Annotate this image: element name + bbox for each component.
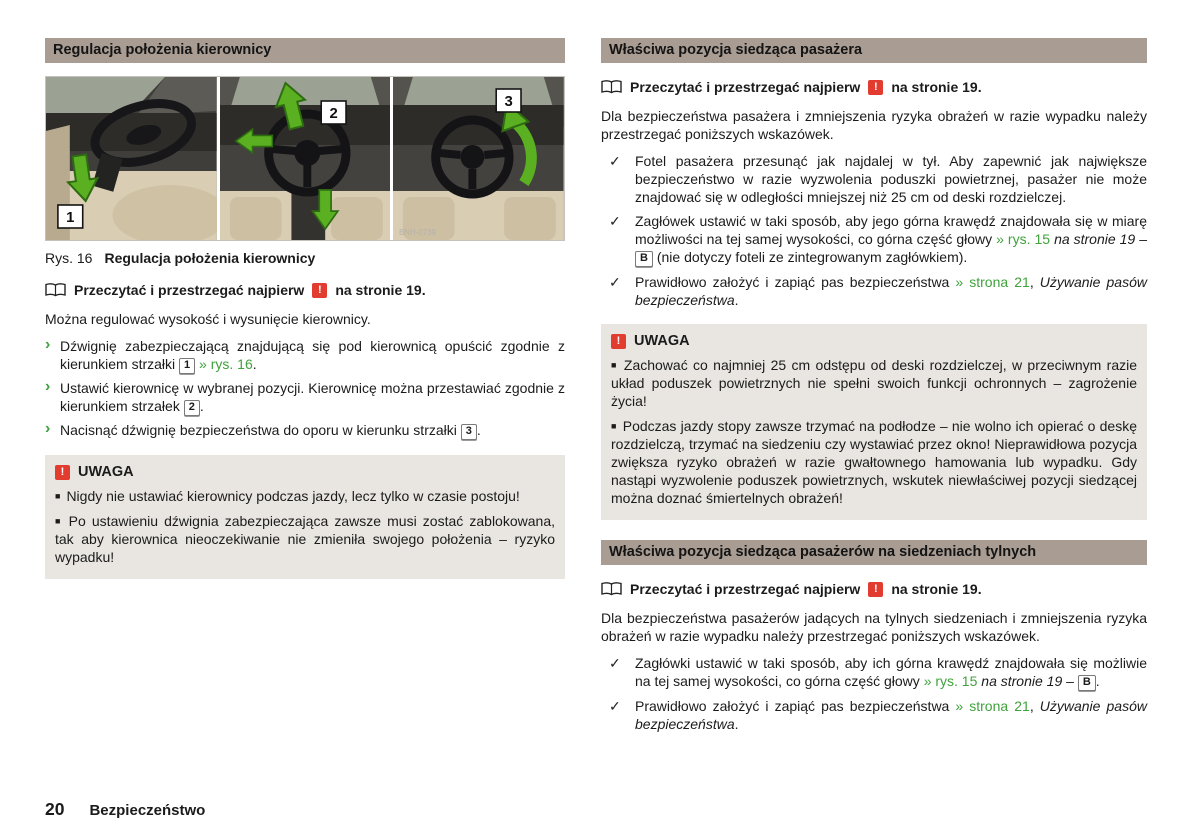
figure-panel-1 (46, 77, 217, 240)
figure-label-1-box (58, 205, 83, 228)
section-title-rear-passengers: Właściwa pozycja siedząca pasażerów na siedzeniach tylnych (601, 540, 1147, 565)
warning-icon: ! (868, 582, 883, 597)
square-bullet-icon: ■ (55, 491, 61, 501)
warning-title: UWAGA (634, 333, 690, 349)
square-bullet-icon: ■ (611, 360, 618, 370)
check-item (601, 654, 1147, 691)
callout-key-box: B (635, 251, 653, 267)
warning-text: Zachować co najmniej 25 cm odstępu od deski rozdzielczej, w przeciwnym razie układ poduszek powietrznych nie spełni swoich funkcji ochronnych – zagrożenie życia! (611, 357, 1138, 409)
warning-text: Po ustawieniu dźwignia zabezpieczająca zawsze musi zostać zablokowana, tak aby kierownica nieoczekiwanie nie zmieniła swojego położenia – ryzyko wypadku! (55, 513, 555, 565)
check-item (601, 273, 1147, 309)
page-footer (45, 799, 205, 820)
figure-caption (45, 250, 565, 266)
step-item (45, 379, 565, 416)
section-title-steering: Regulacja położenia kierownicy (45, 38, 565, 63)
window-area (220, 77, 391, 105)
footer-section-title: Bezpieczeństwo (89, 802, 206, 819)
read-first-note (601, 581, 1147, 597)
figure-label-3: 3 (504, 92, 514, 111)
intro-paragraph: Można regulować wysokość i wysunięcie kierownicy. (45, 311, 371, 327)
read-first-label: Przeczytać i przestrzegać najpierw (74, 282, 305, 298)
step-item (45, 421, 565, 440)
figure-panel-1-image (46, 77, 217, 240)
figure-label-3-box (497, 89, 522, 112)
figure-panel-2 (220, 77, 391, 240)
warning-icon: ! (55, 465, 70, 480)
step-bullet-icon: › (45, 336, 51, 353)
cross-reference-link[interactable]: » strona 21 (955, 274, 1030, 290)
cross-reference-link[interactable]: » strona 21 (955, 698, 1030, 714)
check-text: Zagłówek ustawić w taki sposób, aby jego górna krawędź znajdowała się w miarę możliwości na tej samej wysokości, co górna część głowy » rys. 15 na stronie 19 – B (nie dotyczy foteli ze zintegrowanym zagłówkiem). (635, 213, 1147, 265)
warning-box-header (611, 333, 1137, 349)
warning-item (611, 417, 1137, 507)
callout-key-box: 2 (184, 400, 200, 416)
callout-key-box: 1 (179, 358, 195, 374)
book-icon (601, 582, 622, 596)
read-first-label: Przeczytać i przestrzegać najpierw (630, 79, 861, 95)
intro-paragraph: Dla bezpieczeństwa pasażerów jadących na tylnych siedzeniach i zmniejszenia ryzyka obrażeń w razie wypadku należy przestrzegać poniższych wskazówek. (601, 610, 1147, 644)
checklist-rear-passengers (601, 654, 1147, 733)
warning-icon: ! (611, 334, 626, 349)
book-icon (601, 80, 622, 94)
figure-label-2: 2 (329, 104, 338, 123)
cross-reference-link[interactable]: » rys. 15 (996, 231, 1051, 247)
step-item (45, 337, 565, 374)
step-bullet-icon: › (45, 420, 51, 437)
check-item (601, 152, 1147, 206)
checkmark-icon: ✓ (609, 213, 621, 229)
checkmark-icon: ✓ (609, 698, 621, 714)
callout-key-box: 3 (461, 424, 477, 440)
italic-reference: Używanie pasów bezpieczeństwa (635, 698, 1147, 732)
warning-icon: ! (868, 80, 883, 95)
figure-16 (45, 76, 565, 241)
read-first-page-ref: na stronie 19. (891, 581, 982, 597)
right-column (601, 38, 1147, 733)
check-text: Prawidłowo założyć i zapiąć pas bezpieczeństwa » strona 21, Używanie pasów bezpieczeństwa. (635, 698, 1147, 732)
read-first-page-ref: na stronie 19. (891, 79, 982, 95)
read-first-note (601, 79, 1147, 95)
square-bullet-icon: ■ (611, 421, 617, 431)
section-title-passenger-position: Właściwa pozycja siedząca pasażera (601, 38, 1147, 63)
italic-reference: na stronie 19 (981, 673, 1063, 689)
warning-item (55, 512, 555, 566)
check-item (601, 697, 1147, 733)
warning-icon: ! (312, 283, 327, 298)
italic-reference: Używanie pasów bezpieczeństwa (635, 274, 1147, 308)
figure-panel-2-image (220, 77, 391, 240)
book-icon (45, 283, 66, 297)
read-first-page-ref: na stronie 19. (335, 282, 426, 298)
page-number: 20 (45, 799, 65, 819)
read-first-label: Przeczytać i przestrzegać najpierw (630, 581, 861, 597)
warning-item (55, 487, 555, 505)
warning-box-passenger (601, 324, 1147, 520)
warning-text: Nigdy nie ustawiać kierownicy podczas jazdy, lecz tylko w czasie postoju! (66, 488, 520, 504)
figure-watermark: BNH-0739 (399, 227, 437, 238)
step-bullet-icon: › (45, 378, 51, 395)
check-text: Zagłówki ustawić w taki sposób, aby ich górna krawędź znajdowała się możliwie na tej samej wysokości, co górna część głowy » rys. 15 na stronie 19 – B . (635, 655, 1147, 689)
cross-reference-link[interactable]: » rys. 16 (199, 356, 253, 372)
intro-paragraph: Dla bezpieczeństwa pasażera i zmniejszenia ryzyka obrażeń w razie wypadku należy przestrzegać poniższych wskazówek. (601, 108, 1147, 142)
instruction-steps (45, 337, 565, 440)
figure-label-1: 1 (66, 208, 75, 227)
step-text: Ustawić kierownicę w wybranej pozycji. Kierownicę można przestawiać zgodnie z kierunkiem strzałek 2 . (60, 380, 565, 414)
checkmark-icon: ✓ (609, 655, 621, 671)
italic-reference: na stronie 19 (1054, 231, 1136, 247)
figure-panel-3-image (393, 77, 564, 240)
window-area (393, 77, 564, 105)
cross-reference-link[interactable]: » rys. 15 (923, 673, 978, 689)
warning-item (611, 356, 1137, 410)
figure-label-2-box (321, 101, 346, 124)
check-text: Fotel pasażera przesunąć jak najdalej w tył. Aby zapewnić jak największe bezpieczeństwo w razie wyzwolenia poduszki powietrznej, pasażer nie może znajdować się w odległości mniejszej niż 25 cm od deski rozdzielczej. (635, 153, 1147, 205)
check-item (601, 212, 1147, 267)
checkmark-icon: ✓ (609, 153, 621, 169)
warning-title: UWAGA (78, 464, 134, 480)
warning-text: Podczas jazdy stopy zawsze trzymać na podłodze – nie wolno ich opierać o deskę rozdzielczą, trzymać na siedzeniu czy wystawiać przez okno! Nieprawidłowa pozycja zwiększa ryzyko obrażeń w razie gwałtownego hamowania lub wypadku. Gdy nastąpi wyzwolenie poduszek powietrznych, wskutek niewłaściwej pozycji siedzącej można doznać śmiertelnych obrażeń! (611, 418, 1138, 506)
figure-panel-3 (393, 77, 564, 240)
square-bullet-icon: ■ (55, 516, 63, 526)
warning-box-header (55, 464, 555, 480)
step-text: Nacisnąć dźwignię bezpieczeństwa do oporu w kierunku strzałki 3 . (60, 422, 481, 438)
warning-box-steering (45, 455, 565, 579)
callout-key-box: B (1078, 675, 1096, 691)
read-first-note (45, 282, 565, 298)
checkmark-icon: ✓ (609, 274, 621, 290)
checklist-passenger (601, 152, 1147, 309)
step-text: Dźwignię zabezpieczającą znajdującą się pod kierownicą opuścić zgodnie z kierunkiem strzałki 1 » rys. 16. (60, 338, 565, 372)
figure-caption-label: Rys. 16 (45, 250, 93, 266)
left-column (45, 38, 565, 733)
check-text: Prawidłowo założyć i zapiąć pas bezpieczeństwa » strona 21, Używanie pasów bezpieczeństwa. (635, 274, 1147, 308)
figure-caption-text: Regulacja położenia kierownicy (104, 250, 316, 266)
